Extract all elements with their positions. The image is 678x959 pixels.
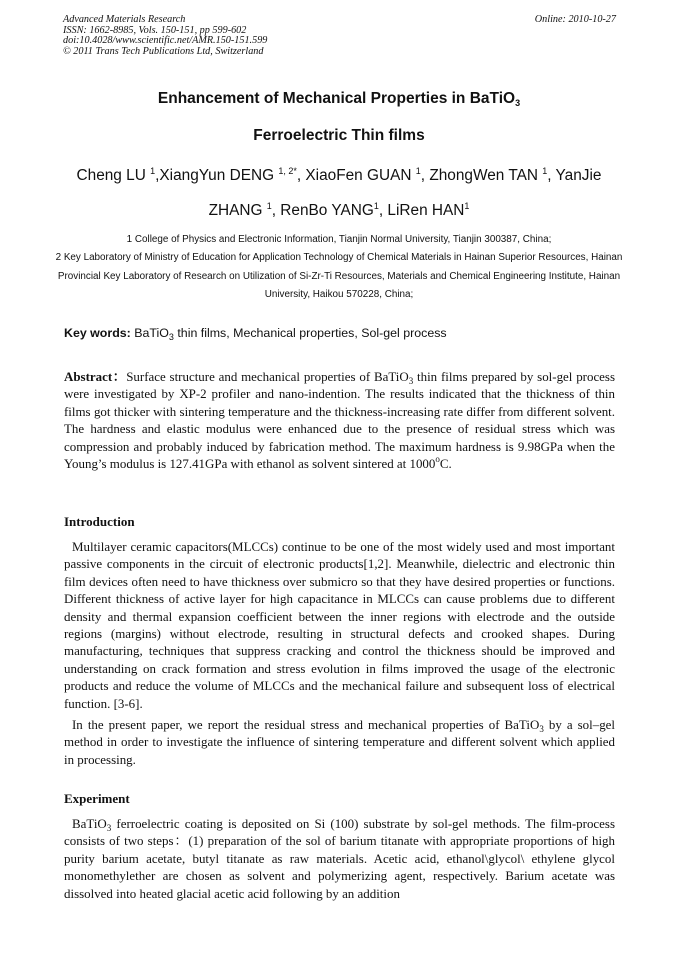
author-affiliation-mark: 1, 2*	[278, 166, 297, 176]
abstract-paragraph	[64, 368, 615, 472]
experiment-paragraph-1	[64, 815, 615, 902]
authors-line-1	[0, 167, 678, 185]
author-name: , XiaoFen GUAN	[296, 167, 416, 184]
keywords-label: Key words:	[64, 326, 131, 340]
author-name: ,XiangYun DENG	[155, 167, 279, 184]
author-affiliation-mark: 1	[373, 201, 379, 211]
abstract-subscript: 3	[408, 376, 414, 386]
author-affiliation-mark: 1	[415, 166, 421, 176]
abstract-superscript: o	[435, 454, 440, 465]
author-name: , RenBo YANG	[271, 202, 374, 219]
introduction-text: by a sol–gel method in order to investigate the influence of sintering temperature and different solvent which applied in processing.	[64, 717, 615, 767]
journal-name: Advanced Materials Research	[63, 14, 186, 25]
experiment-text: BaTiO	[72, 816, 107, 831]
running-header	[63, 15, 616, 57]
author-name: Cheng LU	[76, 167, 151, 184]
author-affiliation-mark: 1	[150, 166, 156, 176]
experiment-subscript: 3	[106, 823, 112, 833]
copyright-line: © 2011 Trans Tech Publications Ltd, Switzerland	[63, 45, 264, 57]
keywords	[64, 326, 624, 340]
author-name: , YanJie	[547, 167, 602, 184]
issn-line: ISSN: 1662-8985, Vols. 150-151, pp 599-602	[63, 24, 247, 36]
title-subscript: 3	[515, 98, 521, 108]
author-name: , LiRen HAN	[378, 202, 465, 219]
abstract-text: thin films prepared by sol-gel process were investigated by XP-2 profiler and nano-indention. The results indicated that the thickness of thin films got thicker with sintering temperature and the thickness-increasing rate differ from different solvent. The hardness and elastic modulus were enhanced due to the presence of residual stress which was compression and probably induced by fabrication method. The maximum hardness is 9.98GPa when the Young’s modulus is 127.41GPa with ethanol as solvent sintered at 1000	[64, 369, 615, 472]
title-line-1	[0, 90, 678, 108]
authors-line-2	[0, 202, 678, 220]
author-name: , ZhongWen TAN	[420, 167, 543, 184]
introduction-subscript: 3	[539, 724, 544, 734]
online-date: Online: 2010-10-27	[534, 14, 616, 25]
introduction-paragraph-2	[64, 716, 615, 768]
experiment-text: ferroelectric coating is deposited on Si (100) substrate by sol-gel methods. The film-process consists of two steps：(1) preparation of the sol of barium titanate with appropriate proportions of high purity barium acetate, butyl titanate as raw materials. Acetic acid, ethanol\glycol\ ethylene glycol monomethylether are chosen as solvent and polymerizing agent, respectively. Barium acetate was dissolved into heated glacial acetic acid following by an addition	[64, 816, 615, 901]
author-affiliation-mark: 1	[266, 201, 272, 211]
doi-line: doi:10.4028/www.scientific.net/AMR.150-151.599	[63, 35, 268, 47]
introduction-heading: Introduction	[64, 514, 135, 529]
author-name: ZHANG	[208, 202, 267, 219]
affiliation-1: 1 College of Physics and Electronic Information, Tianjin Normal University, Tianjin 300387, China;	[126, 234, 552, 245]
introduction-paragraph-1: Multilayer ceramic capacitors(MLCCs) continue to be one of the most widely used and most important passive components in the circuit of electronic products[1,2]. Meanwhile, dielectric and electronic thin film devices often need to have thickness over submicro so that they have desired properties or functions. Different thickness of active layer for high capacitance in MLCCs can cause problems due to different density and thermal expansion coefficient between the inner regions with electrode and the outside regions (margins) without electrode, resulting in structural defects and crooked shapes. During manufacturing, techniques that suppress cracking and control the thickness should be improved and understanding on crack formation and stress evolution in films improved the usage of the electronic products and reduce the volume of MLCCs and the mechanical failure and subsequent loss of electrical function. [3-6].	[64, 539, 615, 711]
author-affiliation-mark: 1	[542, 166, 548, 176]
abstract-label: Abstract：	[64, 369, 127, 384]
title-line-2: Ferroelectric Thin films	[253, 127, 425, 144]
keywords-text: thin films, Mechanical properties, Sol-gel process	[173, 326, 447, 340]
author-affiliation-mark: 1	[464, 201, 470, 211]
title-text: Enhancement of Mechanical Properties in BaTiO	[157, 90, 516, 107]
keywords-subscript: 3	[168, 332, 174, 342]
abstract-text: Surface structure and mechanical properties of BaTiO	[126, 369, 409, 384]
introduction-text: In the present paper, we report the residual stress and mechanical properties of BaTiO	[72, 717, 540, 732]
affiliation-2: 2 Key Laboratory of Ministry of Education for Application Technology of Chemical Materials in Hainan Superior Resources, Hainan Provincial Key Laboratory of Research on Utilization of Si-Zr-Ti Resources, Materials and Chemical Engineering Institute, Hainan University, Haikou 570228, China;	[55, 252, 623, 300]
keywords-text: BaTiO	[130, 326, 169, 340]
experiment-heading: Experiment	[64, 791, 130, 806]
abstract-text: C.	[439, 456, 452, 472]
